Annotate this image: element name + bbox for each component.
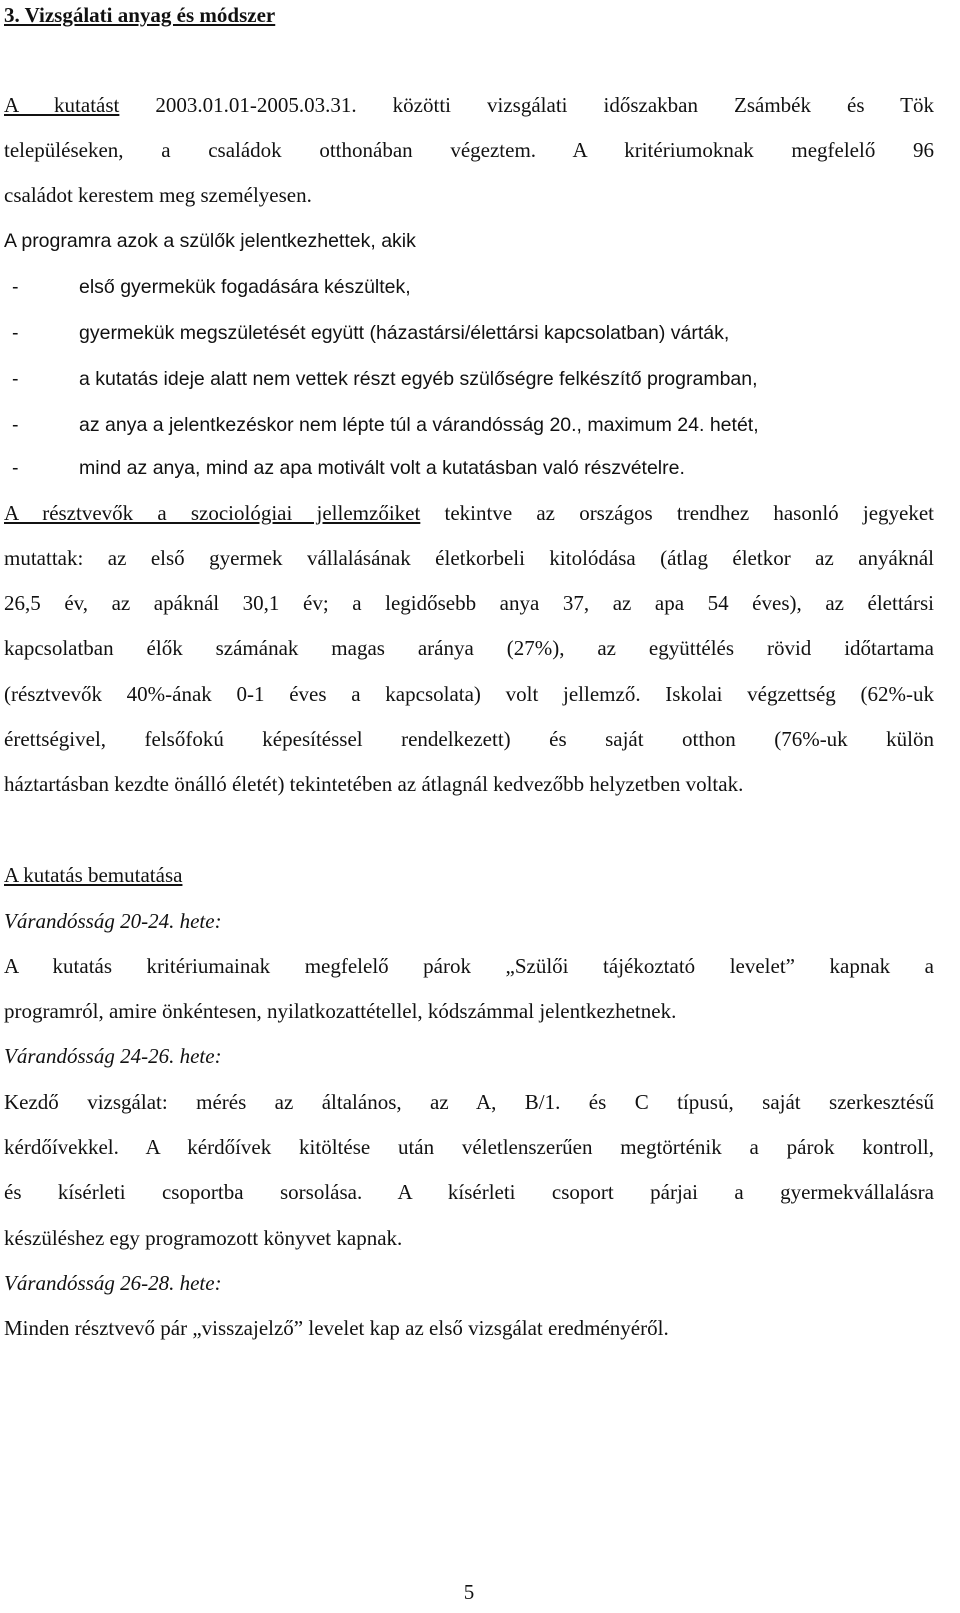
intro-paragraph-line: településeken, a családok otthonában végeztem. A kritériumoknak megfelelő 96 <box>4 138 934 162</box>
bullet-dash: - <box>12 322 19 344</box>
page-number: 5 <box>463 1580 475 1604</box>
phase-text-line: kérdőívekkel. A kérdőívek kitöltése után véletlenszerűen megtörténik a párok kontroll, <box>4 1135 934 1159</box>
participants-paragraph-line <box>4 500 934 526</box>
bullet-dash: - <box>12 457 19 479</box>
participants-text: tekintve az országos trendhez hasonló jegyeket <box>420 501 934 525</box>
phase-text-line: készüléshez egy programozott könyvet kapnak. <box>4 1226 403 1250</box>
bullet-dash: - <box>12 276 19 298</box>
phase-label: Várandósság 26-28. hete: <box>4 1271 222 1295</box>
section-title: 3. Vizsgálati anyag és módszer <box>4 3 276 27</box>
participants-underlined-text: A résztvevők a szociológiai jellemzőiket <box>4 501 421 525</box>
criteria-lead: A programra azok a szülők jelentkezhettek, akik <box>4 230 416 252</box>
participants-paragraph-line: (résztvevők 40%-ának 0-1 éves a kapcsolata) volt jellemző. Iskolai végzettség (62%-uk <box>4 682 934 706</box>
phase-text-line: Minden résztvevő pár „visszajelző” levelet kap az első vizsgálat eredményéről. <box>4 1316 669 1340</box>
criteria-item-text: mind az anya, mind az apa motivált volt a kutatásban való részvételre. <box>79 457 685 479</box>
criteria-item-text: első gyermekük fogadására készültek, <box>79 276 411 298</box>
participants-paragraph-line: háztartásban kezdte önálló életét) tekintetében az átlagnál kedvezőbb helyzetben voltak. <box>4 772 744 796</box>
intro-paragraph-line <box>4 92 934 118</box>
criteria-item-text: a kutatás ideje alatt nem vettek részt egyéb szülőségre felkészítő programban, <box>79 368 758 390</box>
criteria-item-text: gyermekük megszületését együtt (házastársi/élettársi kapcsolatban) várták, <box>79 322 730 344</box>
phase-label: Várandósság 24-26. hete: <box>4 1044 222 1068</box>
phase-label: Várandósság 20-24. hete: <box>4 909 222 933</box>
phase-text-line: és kísérleti csoportba sorsolása. A kísérleti csoport párjai a gyermekvállalásra <box>4 1180 934 1204</box>
participants-paragraph-line: 26,5 év, az apáknál 30,1 év; a legidősebb anya 37, az apa 54 éves), az élettársi <box>4 591 934 615</box>
phase-text-line: Kezdő vizsgálat: mérés az általános, az A, B/1. és C típusú, saját szerkesztésű <box>4 1090 934 1114</box>
research-heading: A kutatás bemutatása <box>4 863 183 887</box>
phase-text-line: programról, amire önkéntesen, nyilatkozattétellel, kódszámmal jelentkezhetnek. <box>4 999 677 1023</box>
participants-paragraph-line: kapcsolatban élők számának magas aránya (27%), az együttélés rövid időtartama <box>4 636 934 660</box>
intro-text: 2003.01.01-2005.03.31. közötti vizsgálati időszakban Zsámbék és Tök <box>119 93 934 117</box>
participants-paragraph-line: érettségivel, felsőfokú képesítéssel rendelkezett) és saját otthon (76%-uk külön <box>4 727 934 751</box>
intro-paragraph-line: családot kerestem meg személyesen. <box>4 183 312 207</box>
participants-paragraph-line: mutattak: az első gyermek vállalásának életkorbeli kitolódása (átlag életkor az anyáknál <box>4 546 934 570</box>
bullet-dash: - <box>12 414 19 436</box>
bullet-dash: - <box>12 368 19 390</box>
criteria-item-text: az anya a jelentkezéskor nem lépte túl a várandósság 20., maximum 24. hetét, <box>79 414 759 436</box>
phase-text-line: A kutatás kritériumainak megfelelő párok „Szülői tájékoztató levelet” kapnak a <box>4 954 934 978</box>
intro-underlined-text: A kutatást <box>4 93 120 117</box>
